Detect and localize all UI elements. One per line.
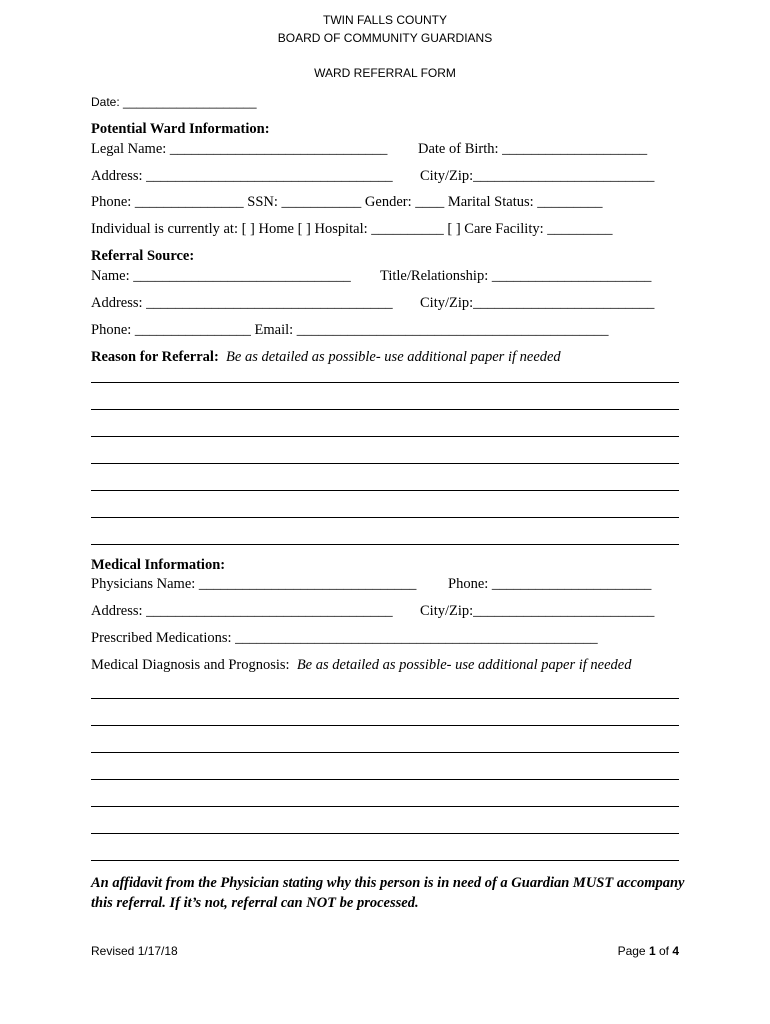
diagnosis-line-7[interactable] xyxy=(91,860,679,861)
referrer-address-field[interactable]: Address: __________________________________ xyxy=(91,295,393,311)
revision-date: Revised 1/17/18 xyxy=(91,944,178,958)
diagnosis-line-6[interactable] xyxy=(91,833,679,834)
prescribed-medications-field[interactable]: Prescribed Medications: __________________________________________________ xyxy=(91,630,598,646)
physician-address-field[interactable]: Address: __________________________________ xyxy=(91,603,393,619)
diagnosis-note: Be as detailed as possible- use additional paper if needed xyxy=(296,657,632,673)
referrer-title-relationship-field[interactable]: Title/Relationship: ______________________ xyxy=(380,268,652,284)
page-total: 4 xyxy=(672,944,679,958)
diagnosis-line-5[interactable] xyxy=(91,806,679,807)
current-location-options[interactable]: Individual is currently at: [ ] Home [ ] Hospital: __________ [ ] Care Facility: _________ xyxy=(91,221,613,237)
reason-line-1[interactable] xyxy=(91,382,679,383)
reason-line-6[interactable] xyxy=(91,517,679,518)
potential-ward-heading: Potential Ward Information: xyxy=(91,121,270,137)
diagnosis-line-1[interactable] xyxy=(91,698,679,699)
county-name: TWIN FALLS COUNTY xyxy=(322,13,447,27)
form-title: WARD REFERRAL FORM xyxy=(314,66,456,80)
date-of-birth-field[interactable]: Date of Birth: ____________________ xyxy=(418,141,648,157)
reason-label: Reason for Referral: xyxy=(91,349,219,365)
diagnosis-line-2[interactable] xyxy=(91,725,679,726)
ward-address-field[interactable]: Address: __________________________________ xyxy=(91,168,393,184)
physician-phone-field[interactable]: Phone: ______________________ xyxy=(448,576,652,592)
date-field[interactable]: Date: ____________________ xyxy=(91,95,257,109)
page-number xyxy=(617,944,679,958)
ward-city-zip-field[interactable]: City/Zip:_________________________ xyxy=(420,168,655,184)
referral-source-heading: Referral Source: xyxy=(91,248,195,264)
page-prefix: Page xyxy=(617,944,649,958)
reason-line-3[interactable] xyxy=(91,436,679,437)
reason-note: Be as detailed as possible- use additional paper if needed xyxy=(226,349,561,365)
reason-line-4[interactable] xyxy=(91,463,679,464)
page-of: of xyxy=(655,944,673,958)
diagnosis-prognosis-label xyxy=(91,657,631,674)
medical-info-heading: Medical Information: xyxy=(91,557,226,573)
referrer-city-zip-field[interactable]: City/Zip:_________________________ xyxy=(420,295,655,311)
reason-for-referral-label xyxy=(91,349,561,366)
affidavit-notice: An affidavit from the Physician stating why this person is in need of a Guardian MUST accompany this referral. If it’s not, referral can NOT be processed. xyxy=(91,875,685,911)
referrer-phone-email-fields[interactable]: Phone: ________________ Email: ___________________________________________ xyxy=(91,322,609,338)
board-name: BOARD OF COMMUNITY GUARDIANS xyxy=(277,31,493,45)
reason-line-7[interactable] xyxy=(91,544,679,545)
diagnosis-label: Medical Diagnosis and Prognosis: xyxy=(91,657,290,673)
diagnosis-line-4[interactable] xyxy=(91,779,679,780)
legal-name-field[interactable]: Legal Name: ______________________________ xyxy=(91,141,388,157)
reason-line-5[interactable] xyxy=(91,490,679,491)
ward-phone-ssn-gender-marital-fields[interactable]: Phone: _______________ SSN: ___________ Gender: ____ Marital Status: _________ xyxy=(91,194,603,210)
diagnosis-line-3[interactable] xyxy=(91,752,679,753)
referrer-name-field[interactable]: Name: ______________________________ xyxy=(91,268,351,284)
reason-line-2[interactable] xyxy=(91,409,679,410)
page-current: 1 xyxy=(648,944,656,958)
physician-name-field[interactable]: Physicians Name: ______________________________ xyxy=(91,576,417,592)
physician-city-zip-field[interactable]: City/Zip:_________________________ xyxy=(420,603,655,619)
